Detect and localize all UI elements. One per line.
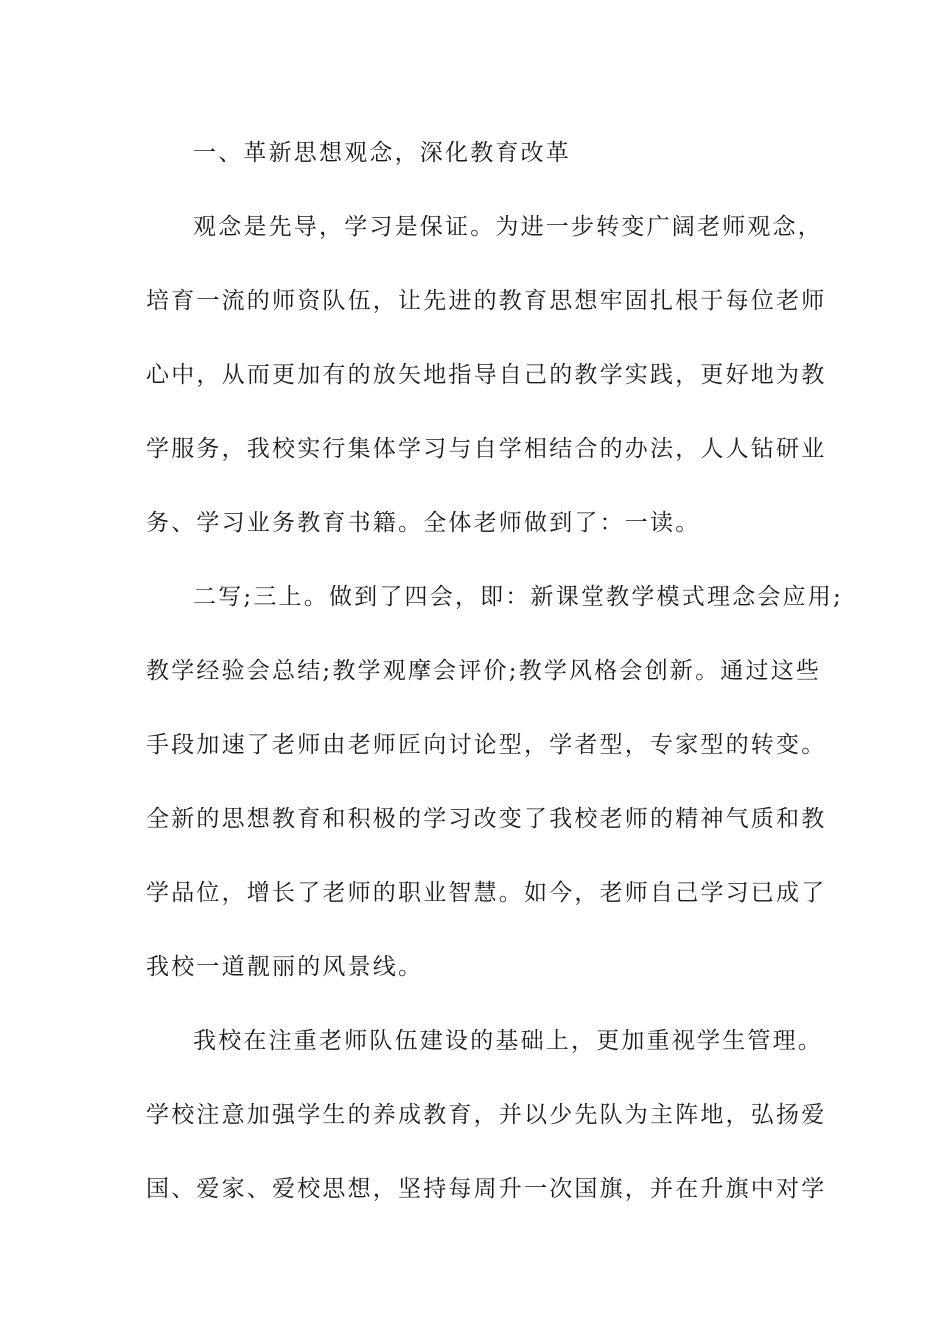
paragraph-line: 务、学习业务教育书籍。全体老师做到了：一读。: [146, 510, 701, 536]
paragraph-line: 手段加速了老师由老师匠向讨论型，学者型，专家型的转变。: [146, 732, 827, 758]
paragraph-line: 培育一流的师资队伍，让先进的教育思想牢固扎根于每位老师: [146, 288, 827, 314]
paragraph-line: 国、爱家、爱校思想，坚持每周升一次国旗，并在升旗中对学: [146, 1176, 827, 1202]
paragraph-line: 教学经验会总结;教学观摩会评价;教学风格会创新。通过这些: [146, 658, 822, 684]
paragraph-line: 我校在注重老师队伍建设的基础上，更加重视学生管理。: [193, 1028, 823, 1054]
paragraph-line: 学服务，我校实行集体学习与自学相结合的办法，人人钻研业: [146, 436, 827, 462]
paragraph-line: 二写;三上。做到了四会，即：新课堂教学模式理念会应用;: [193, 584, 843, 610]
paragraph-line: 观念是先导，学习是保证。为进一步转变广阔老师观念，: [193, 214, 823, 240]
paragraph-line: 学校注意加强学生的养成教育，并以少先队为主阵地，弘扬爱: [146, 1102, 827, 1128]
paragraph-line: 全新的思想教育和积极的学习改变了我校老师的精神气质和教: [146, 806, 827, 832]
paragraph-line: 心中，从而更加有的放矢地指导自己的教学实践，更好地为教: [146, 362, 827, 388]
paragraph-line: 我校一道靓丽的风景线。: [146, 954, 424, 980]
section-heading: 一、革新思想观念，深化教育改革: [193, 140, 571, 166]
paragraph-line: 学品位，增长了老师的职业智慧。如今，老师自己学习已成了: [146, 880, 827, 906]
